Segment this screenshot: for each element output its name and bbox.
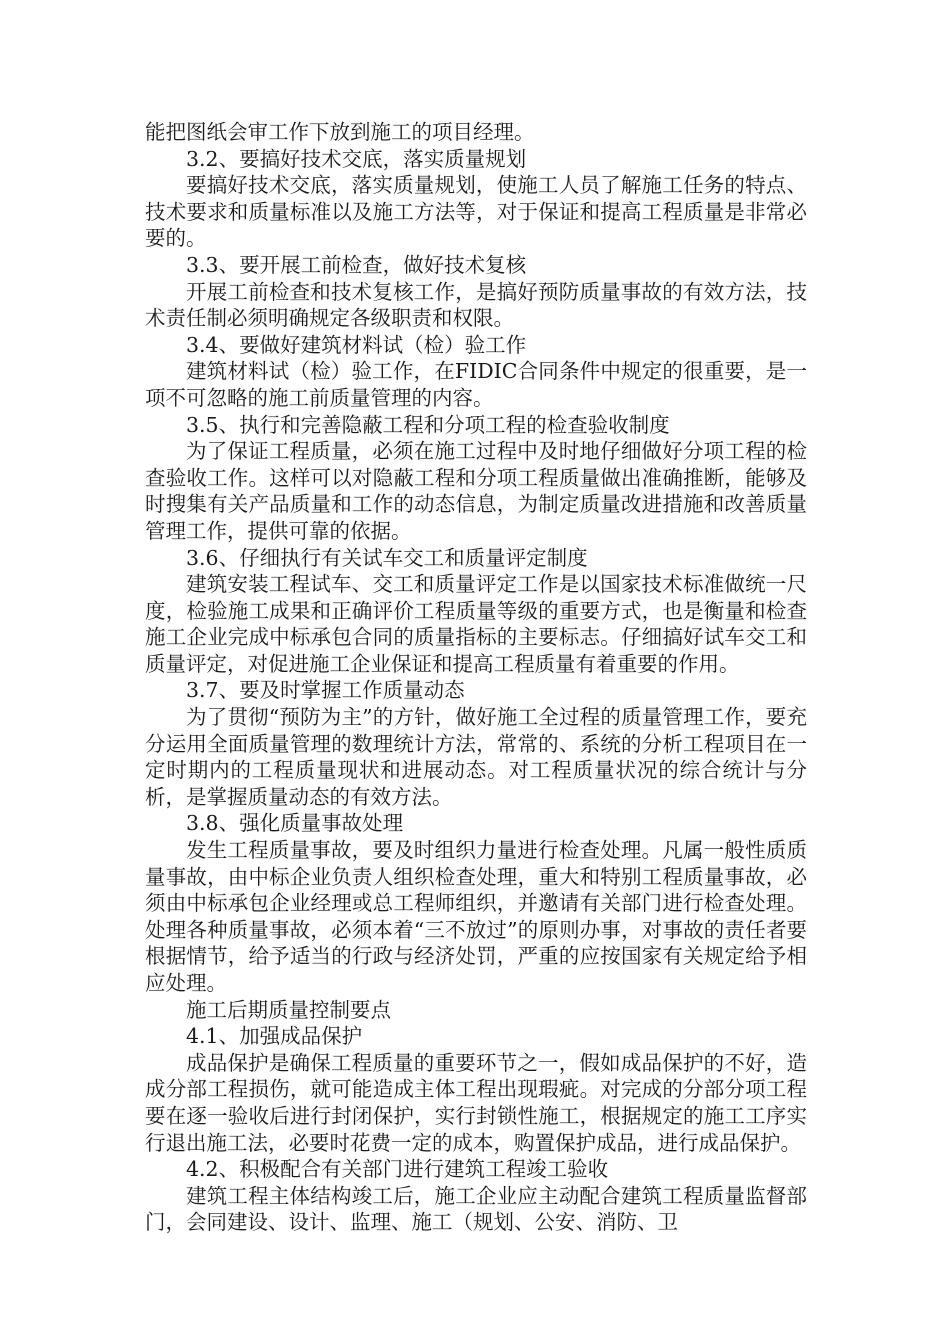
section-heading-3-3: 3.3、要开展工前检查，做好技术复核: [186, 252, 527, 277]
section-heading-4-2: 4.2、积极配合有关部门进行建筑工程竣工验收: [186, 1157, 609, 1182]
paragraph-3-7: 为了贯彻“预防为主”的方针，做好施工全过程的质量管理工作，要充分运用全面质量管理的数理统计方法，常常的、系统的分析工程项目在一定时期内的工程质量现状和进展动态。对工程质量状况的综合统计与分析，是掌握质量动态的有效方法。: [145, 705, 807, 809]
section-heading-3-4: 3.4、要做好建筑材料试（检）验工作: [186, 332, 527, 357]
document-body: [145, 119, 807, 1236]
paragraph-3-4: 建筑材料试（检）验工作，在FIDIC合同条件中规定的很重要，是一项不可忽略的施工前质量管理的内容。: [145, 359, 807, 410]
section-heading-4-1: 4.1、加强成品保护: [186, 1024, 363, 1049]
paragraph-4-1: 成品保护是确保工程质量的重要环节之一，假如成品保护的不好，造成分部工程损伤，就可能造成主体工程出现瑕疵。对完成的分部分项工程要在逐一验收后进行封闭保护，实行封锁性施工，根据规定的施工工序实行退出施工法，必要时花费一定的成本，购置保护成品，进行成品保护。: [145, 1050, 807, 1155]
section-heading-3-8: 3.8、强化质量事故处理: [186, 811, 404, 836]
paragraph-continuation: 能把图纸会审工作下放到施工的项目经理。: [145, 120, 535, 144]
paragraph-4-2: 建筑工程主体结构竣工后，施工企业应主动配合建筑工程质量监督部门，会同建设、设计、监理、施工（规划、公安、消防、卫: [145, 1183, 807, 1235]
paragraph-3-2: 要搞好技术交底，落实质量规划，使施工人员了解施工任务的特点、技术要求和质量标准以及施工方法等，对于保证和提高工程质量是非常必要的。: [145, 173, 807, 251]
paragraph-3-5: 为了保证工程质量，必须在施工过程中及时地仔细做好分项工程的检查验收工作。这样可以对隐蔽工程和分项工程质量做出准确推断，能够及时搜集有关产品质量和工作的动态信息，为制定质量改进措施和改善质量管理工作，提供可靠的依据。: [145, 439, 807, 543]
section-heading-3-2: 3.2、要搞好技术交底，落实质量规划: [186, 146, 527, 171]
paragraph-3-6: 建筑安装工程试车、交工和质量评定工作是以国家技术标准做统一尺度，检验施工成果和正确评价工程质量等级的重要方式，也是衡量和检查施工企业完成中标承包合同的质量指标的主要标志。仔细搞好试车交工和质量评定，对促进施工企业保证和提高工程质量有着重要的作用。: [145, 572, 807, 676]
section-heading-3-5: 3.5、执行和完善隐蔽工程和分项工程的检查验收制度: [186, 412, 670, 437]
section-heading-3-7: 3.7、要及时掌握工作质量动态: [186, 678, 465, 703]
section-heading-4: 施工后期质量控制要点: [186, 997, 391, 1022]
paragraph-3-3: 开展工前检查和技术复核工作，是搞好预防质量事故的有效方法，技术责任制必须明确规定各级职责和权限。: [145, 279, 807, 331]
section-heading-3-6: 3.6、仔细执行有关试车交工和质量评定制度: [186, 545, 588, 570]
paragraph-3-8: 发生工程质量事故，要及时组织力量进行检查处理。凡属一般性质质量事故，由中标企业负责人组织检查处理，重大和特别工程质量事故，必须由中标承包企业经理或总工程师组织，并邀请有关部门进行检查处理。处理各种质量事故，必须本着“三不放过”的原则办事，对事故的责任者要根据情节，给予适当的行政与经济处罚，严重的应按国家有关规定给予相应处理。: [145, 838, 807, 995]
